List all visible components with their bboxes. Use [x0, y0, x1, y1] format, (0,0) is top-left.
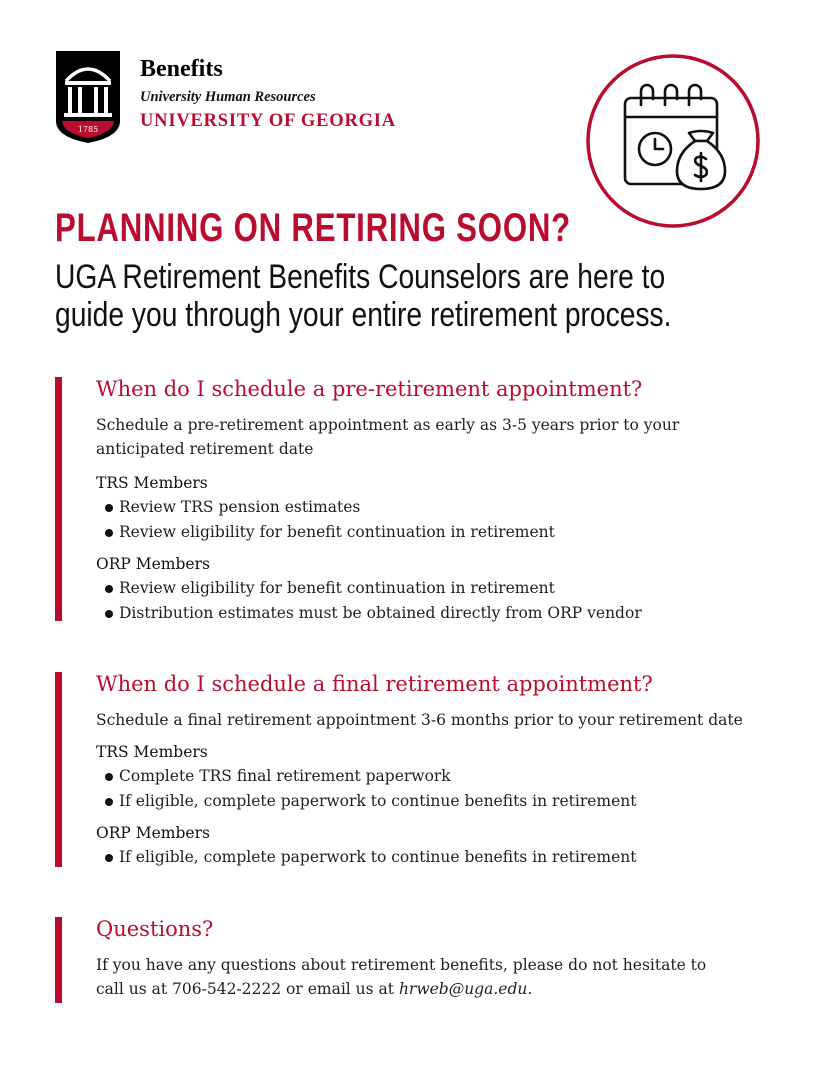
list-item: Review eligibility for benefit continuation in retirement — [96, 576, 736, 601]
questions-body — [96, 953, 736, 1001]
subheadline-line-1: UGA Retirement Benefits Counselors are here to — [55, 258, 666, 296]
logo-year: 1785 — [77, 125, 99, 134]
questions-text: If you have any questions about retirement benefits, please do not hesitate to call us at 706-542-2222 or email us at — [96, 956, 707, 998]
orp-members-list — [96, 576, 736, 625]
trs-members-list — [96, 764, 736, 813]
orp-members-list — [96, 845, 736, 870]
list-item: If eligible, complete paperwork to continue benefits in retirement — [96, 789, 736, 814]
section-body: Schedule a final retirement appointment 3-6 months prior to your retirement date — [96, 711, 743, 729]
section-body: Schedule a pre-retirement appointment as early as 3-5 years prior to your anticipated retirement date — [96, 416, 680, 458]
arch-shield-icon — [56, 51, 120, 143]
calendar-money-bag-icon — [585, 53, 761, 229]
brand-subtitle: University Human Resources — [140, 89, 316, 105]
list-item: If eligible, complete paperwork to continue benefits in retirement — [96, 845, 736, 870]
list-item: Complete TRS final retirement paperwork — [96, 764, 736, 789]
orp-members-label: ORP Members — [96, 824, 210, 842]
subheadline-line-2: guide you through your entire retirement process. — [55, 296, 672, 334]
trs-members-list — [96, 495, 736, 544]
trs-members-label: TRS Members — [96, 474, 208, 492]
list-item: Distribution estimates must be obtained directly from ORP vendor — [96, 601, 736, 626]
questions-text-end: . — [527, 980, 533, 998]
questions-section — [55, 917, 736, 1003]
brand-university: UNIVERSITY OF GEORGIA — [140, 111, 396, 131]
orp-members-label: ORP Members — [96, 555, 210, 573]
list-item: Review eligibility for benefit continuation in retirement — [96, 520, 736, 545]
trs-members-label: TRS Members — [96, 743, 208, 761]
section-title: Questions? — [96, 917, 214, 941]
page-headline: PLANNING ON RETIRING SOON? — [55, 206, 572, 250]
list-item: Review TRS pension estimates — [96, 495, 736, 520]
email-link[interactable]: hrweb@uga.edu — [398, 980, 528, 998]
brand-title: Benefits — [140, 56, 223, 82]
section-title: When do I schedule a final retirement appointment? — [96, 672, 653, 696]
final-retirement-section — [55, 672, 743, 867]
pre-retirement-section — [55, 377, 736, 621]
page-subheadline — [55, 258, 671, 334]
brand-block — [140, 54, 396, 133]
section-title: When do I schedule a pre-retirement appointment? — [96, 377, 643, 401]
